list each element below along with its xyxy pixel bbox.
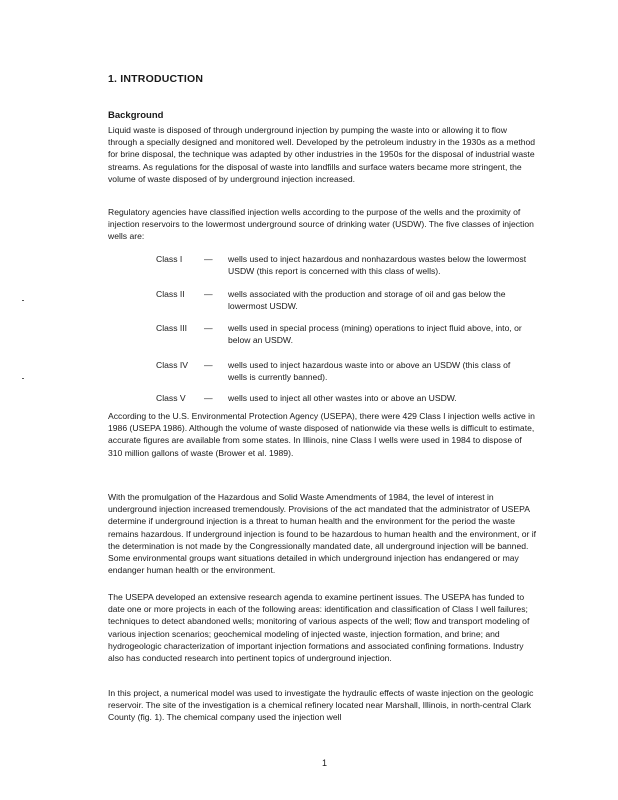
page-number: 1 bbox=[322, 758, 328, 768]
well-class-description: wells associated with the production and storage of oil and gas below the lowermost USDW. bbox=[228, 289, 506, 312]
well-class-name: Class I bbox=[156, 254, 183, 264]
paragraph-research-agenda: The USEPA developed an extensive research agenda to examine pertinent issues. The USEPA has funded to date one or more projects in each of the following areas: identification and classification of Class I well failures; techniques to detect abandoned wells; monitoring of various aspects of the well; flow and transport modeling of various injection scenarios; geochemical modeling of injected waste, injection formation, and brine; and hydrogeologic characterization of important injection formations and associated confining formations. Industry also has conducted research into pertinent topics of underground injection. bbox=[108, 592, 530, 664]
paragraph-intro: Liquid waste is disposed of through underground injection by pumping the waste into or allowing it to flow through a specially designed and monitored well. Developed by the petroleum industry in the 1930s as a method for brine disposal, the technique was adapted by other industries in the 1950s for the disposal of industrial waste streams. As regulations for the disposal of waste into landfills and surface waters became more stringent, the volume of waste disposed of by underground injection increased. bbox=[108, 125, 536, 184]
well-class-name: Class V bbox=[156, 393, 186, 403]
em-dash: — bbox=[204, 254, 213, 264]
well-class-description: wells used to inject hazardous and nonhazardous wastes below the lowermost USDW (this report is concerned with this class of wells). bbox=[228, 254, 527, 277]
scan-speck bbox=[22, 378, 24, 379]
well-class-name: Class II bbox=[156, 289, 185, 299]
well-class-description: wells used in special process (mining) operations to inject fluid above, into, or below an USDW. bbox=[228, 323, 522, 346]
well-class-description: wells used to inject hazardous waste into or above an USDW (this class of wells is currently banned). bbox=[228, 360, 511, 383]
paragraph-project: In this project, a numerical model was used to investigate the hydraulic effects of waste injection on the geologic reservoir. The site of the investigation is a chemical refinery located near Marshall, Illinois, in north-central Clark County (fig. 1). The chemical company used the injection well bbox=[108, 688, 534, 723]
em-dash: — bbox=[204, 289, 213, 299]
well-class-description: wells used to inject all other wastes into or above an USDW. bbox=[228, 393, 457, 403]
well-class-name: Class IV bbox=[156, 360, 188, 370]
em-dash: — bbox=[204, 360, 213, 370]
paragraph-classification: Regulatory agencies have classified injection wells according to the purpose of the wells and the proximity of injection reservoirs to the lowermost underground source of drinking water (USDW). The five classes of injection wells are: bbox=[108, 207, 534, 242]
paragraph-usepa-statistics: According to the U.S. Environmental Protection Agency (USEPA), there were 429 Class I injection wells active in 1986 (USEPA 1986). Although the volume of waste disposed of nationwide via these wells is difficult to estimate, accurate figures are available from some states. In Illinois, nine Class I wells were used in 1984 to dispose of 310 million gallons of waste (Brower et al. 1989). bbox=[108, 411, 535, 458]
em-dash: — bbox=[204, 323, 213, 333]
well-class-name: Class III bbox=[156, 323, 188, 333]
scan-speck bbox=[22, 300, 24, 301]
section-heading: 1. INTRODUCTION bbox=[108, 73, 204, 85]
em-dash: — bbox=[204, 393, 213, 403]
paragraph-hswa: With the promulgation of the Hazardous and Solid Waste Amendments of 1984, the level of interest in underground injection increased tremendously. Provisions of the act mandated that the administrator of USEPA determine if underground injection is a threat to human health and the environment for the period the waste remains hazardous. If underground injection is found to be hazardous to human health and the environment, or if the determination is not made by the Congressionally mandated date, all underground injection will be banned. Some environmental groups want situations detailed in which underground injection has endangered or may endanger human health or the environment. bbox=[108, 492, 537, 576]
subheading-background: Background bbox=[108, 110, 164, 121]
